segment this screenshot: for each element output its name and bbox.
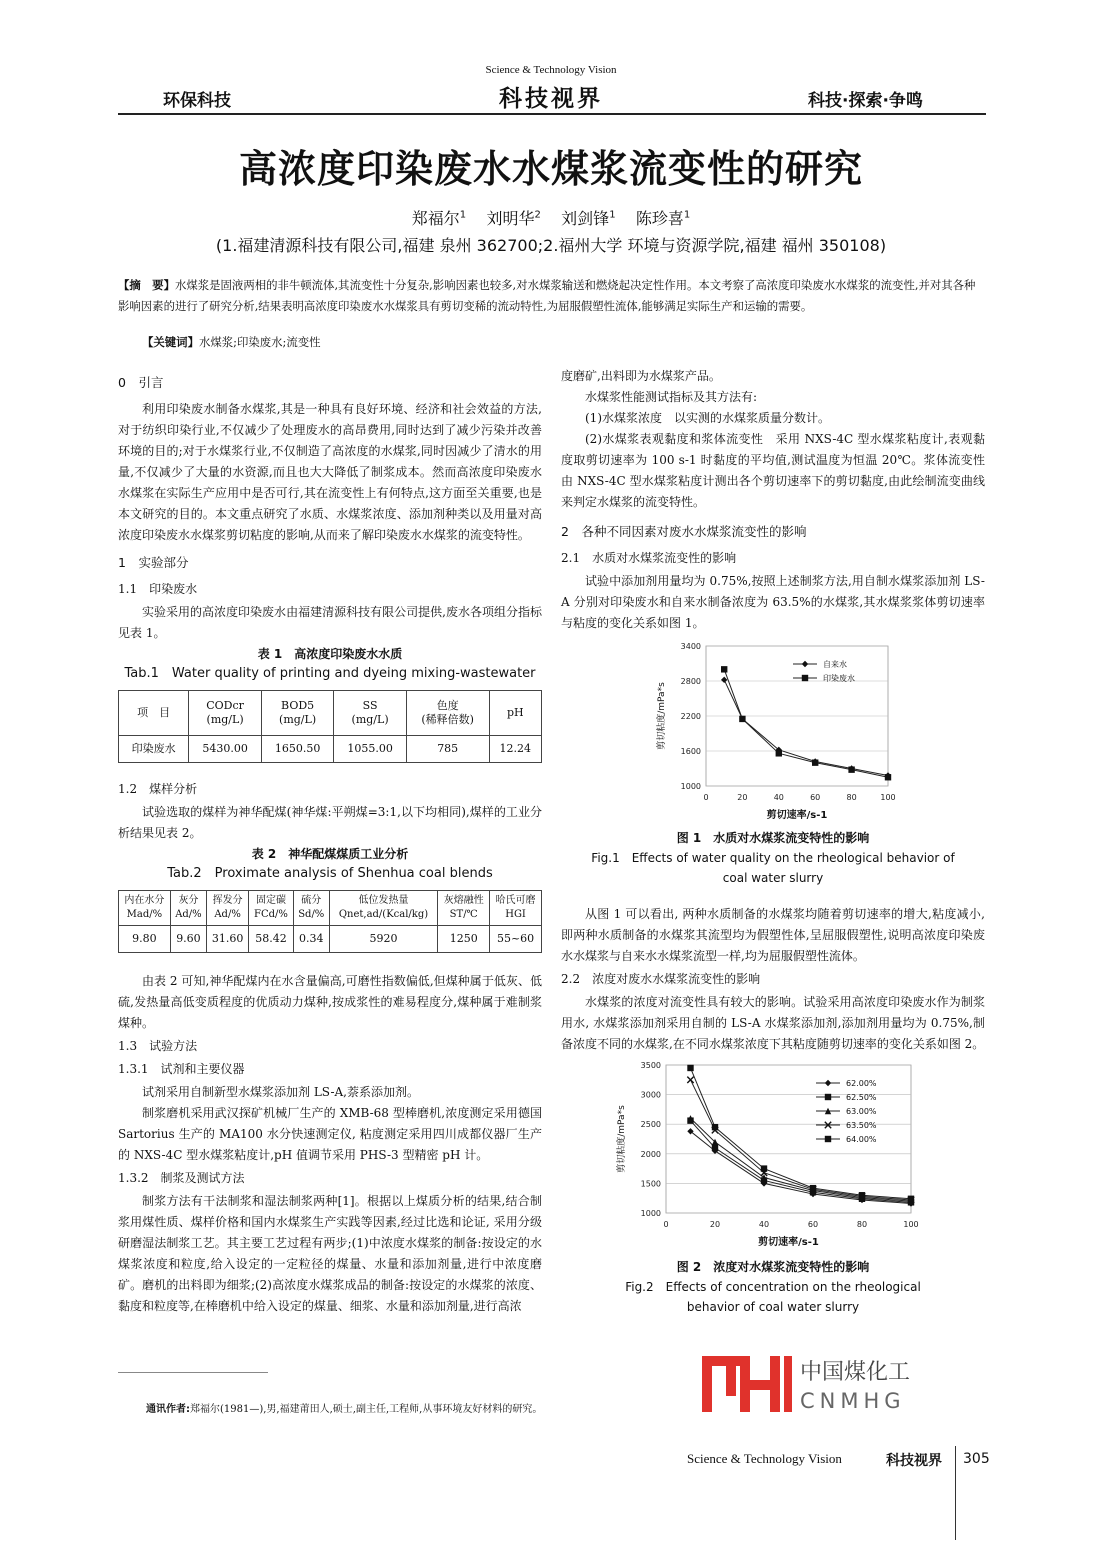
abstract-label: 【摘 要】 bbox=[118, 278, 175, 292]
abstract bbox=[118, 275, 984, 317]
series-line bbox=[691, 1131, 912, 1203]
cnmhg-logo bbox=[700, 1352, 910, 1416]
data-point bbox=[776, 750, 782, 756]
y-tick-label: 3000 bbox=[640, 1090, 661, 1100]
figure-caption-en: Fig.1 Effects of water quality on the rheological behavior of coal water slurry bbox=[591, 851, 955, 885]
table-cell: 9.60 bbox=[170, 926, 206, 953]
paragraph: (2)水煤浆表观黏度和浆体流变性 采用 NXS-4C 型水煤浆粘度计,表观黏度取剪切速率为 100 s-1 时黏度的平均值,测试温度为恒温 20℃。浆体流变性由 NXS-4C 型水煤浆粘度计测出各个剪切速率下的剪切黏度,由此绘制流变曲线来判定水煤浆的流变特性。 bbox=[561, 432, 985, 509]
keywords-label: 【关键词】 bbox=[142, 335, 199, 349]
subsection-heading: 1.3 试验方法 bbox=[118, 1039, 198, 1053]
series-line bbox=[724, 669, 888, 777]
data-point bbox=[810, 1185, 816, 1191]
author-sup: 1 bbox=[459, 209, 467, 221]
paragraph: 实验采用的高浓度印染废水由福建清源科技有限公司提供,废水各项组分指标见表 1。 bbox=[118, 605, 542, 640]
table-cell: 1250 bbox=[438, 926, 490, 953]
y-tick-label: 1600 bbox=[680, 747, 701, 756]
table-header-cell: 硫分 Sd/% bbox=[293, 891, 329, 926]
header-rule bbox=[118, 113, 986, 115]
table-cell: 印染废水 bbox=[119, 736, 189, 763]
subsection-heading: 2.1 水质对水煤浆流变性的影响 bbox=[561, 551, 737, 565]
paragraph: 利用印染废水制备水煤浆,其是一种具有良好环境、经济和社会效益的方法,对于纺织印染行业,不仅减少了处理废水的高昂费用,同时达到了减少污染并改善环境的目的;对于水煤浆行业,不仅制造了高浓度的水煤浆,同时因减少了清水的用量,不仅减少了大量的水资源,而且也大大降低了制浆成本。然而高浓度印染废水水煤浆在实际生产应用中是否可行,其在流变性上有何特点,这方面至关重要,也是本文研究的目的。本文重点研究了水质、水煤浆浓度、添加剂种类以及用量对高浓度印染废水水煤浆剪切粘度的影响,从而来了解印染废水水煤浆的流变特性。 bbox=[118, 402, 542, 542]
table-caption-en: Tab.1 Water quality of printing and dyeing mixing-wastewater bbox=[124, 666, 536, 681]
corr-label: 通讯作者: bbox=[146, 1404, 190, 1415]
table-cell: 55~60 bbox=[490, 926, 542, 953]
data-point bbox=[908, 1196, 914, 1202]
y-axis-label: 剪切粘度/mPa*s bbox=[617, 1105, 627, 1173]
footer-divider bbox=[955, 1446, 956, 1540]
series-3 bbox=[687, 1077, 914, 1204]
subsection-heading: 1.3.2 制浆及测试方法 bbox=[118, 1171, 245, 1185]
data-point bbox=[712, 1145, 718, 1151]
data-point bbox=[721, 666, 727, 672]
affiliation: (1.福建清源科技有限公司,福建 泉州 362700;2.福州大学 环境与资源学院,福建 福州 350108) bbox=[215, 236, 887, 255]
series-1 bbox=[687, 1117, 914, 1205]
page-number: 305 bbox=[963, 1451, 990, 1467]
series-line bbox=[691, 1080, 912, 1200]
author-sup: 1 bbox=[609, 209, 616, 221]
data-point bbox=[687, 1065, 693, 1071]
legend-marker bbox=[825, 1080, 831, 1086]
table-header-cell: SS (mg/L) bbox=[334, 691, 407, 736]
x-tick-label: 20 bbox=[709, 1220, 721, 1229]
y-axis-label: 剪切粘度/mPa*s bbox=[657, 682, 667, 750]
section-heading: 0 引言 bbox=[118, 375, 164, 390]
keywords bbox=[118, 332, 984, 352]
table-header-cell: 哈氏可磨 HGI bbox=[490, 891, 542, 926]
x-tick-label: 80 bbox=[846, 793, 857, 802]
corresponding-author bbox=[146, 1400, 542, 1415]
series-1 bbox=[721, 666, 891, 780]
table-header-cell: 灰分 Ad/% bbox=[170, 891, 206, 926]
table-cell: 5430.00 bbox=[189, 736, 262, 763]
paper-title: 高浓度印染废水水煤浆流变性的研究 bbox=[238, 146, 863, 191]
data-point bbox=[812, 759, 818, 765]
table-caption-cn: 表 1 高浓度印染废水水质 bbox=[257, 647, 403, 661]
paragraph: 制浆磨机采用武汉探矿机械厂生产的 XMB-68 型棒磨机,浓度测定采用德国 Sartorius 生产的 MA100 水分快速测定仪, 粘度测定采用四川成都仪器厂生产的 NXS-4C 型水煤浆粘度计,pH 值调节采用 PHS-3 型精密 pH 计。 bbox=[118, 1106, 542, 1162]
table-cell: 58.42 bbox=[249, 926, 294, 953]
paragraph: 从图 1 可以看出, 两种水质制备的水煤浆均随着剪切速率的增大,粘度减小,即两种水质制备的水煤浆其流型均为假塑性体,呈屈服假塑性,说明高浓度印染废水水煤浆与自来水水煤浆流型一样,均为屈服假塑性流体。 bbox=[561, 907, 985, 963]
legend-label: 63.50% bbox=[846, 1121, 877, 1130]
y-tick-label: 3500 bbox=[640, 1061, 661, 1070]
legend-label: 63.00% bbox=[846, 1107, 877, 1116]
x-axis-label: 剪切速率/s-1 bbox=[766, 810, 828, 821]
data-point bbox=[761, 1165, 767, 1171]
paragraph: 制浆方法有干法制浆和湿法制浆两种[1]。根据以上煤质分析的结果,结合制浆用煤性质、煤样价格和国内水煤浆生产实践等因素,经过比选和论证, 采用分级研磨湿法制浆工艺。其主要工艺过程有两步;(1)中浓度水煤浆的制备:按设定的水煤浆浓度和粒度,给入设定的一定粒径的煤量、水量和添加剂量,进行中浓度磨矿。磨机的出料即为细浆;(2)高浓度水煤浆成品的制备:按设定的水煤浆的浓度、黏度和粒度等,在棒磨机中给入设定的煤量、细浆、水量和添加剂量,进行高浓 bbox=[118, 1194, 542, 1313]
table-cell: 9.80 bbox=[119, 926, 171, 953]
data-point bbox=[848, 766, 854, 772]
y-tick-label: 2800 bbox=[680, 677, 701, 686]
table-cell: 31.60 bbox=[207, 926, 249, 953]
logo-text-cn: 中国煤化工 bbox=[800, 1360, 910, 1385]
x-axis-label: 剪切速率/s-1 bbox=[758, 1237, 819, 1248]
legend-label: 62.50% bbox=[846, 1093, 877, 1102]
table-1 bbox=[118, 690, 542, 763]
paragraph: 由表 2 可知,神华配煤内在水含量偏高,可磨性指数偏低,但煤种属于低灰、低硫,发热量高低变质程度的优质动力煤种,按成浆性的难易程度分,煤种属于难制浆煤种。 bbox=[118, 974, 542, 1030]
author-name: 刘明华 bbox=[486, 209, 535, 228]
table-header-cell: BOD5 (mg/L) bbox=[261, 691, 334, 736]
figure-caption-cn: 图 2 浓度对水煤浆流变特性的影响 bbox=[676, 1260, 870, 1274]
author-sup: 1 bbox=[683, 209, 691, 221]
x-tick-label: 100 bbox=[903, 1220, 919, 1229]
y-tick-label: 1500 bbox=[640, 1179, 661, 1189]
subsection-heading: 1.2 煤样分析 bbox=[118, 782, 198, 796]
series-4 bbox=[687, 1065, 914, 1202]
journal-name-en: Science & Technology Vision bbox=[485, 64, 617, 76]
keywords-text: 水煤浆;印染废水;流变性 bbox=[198, 335, 321, 349]
paragraph: 试验中添加剂用量均为 0.75%,按照上述制浆方法,用自制水煤浆添加剂 LS-A 分别对印染废水和自来水制备浓度为 63.5%的水煤浆,其水煤浆浆体剪切速率与粘度的变化关系如图 1。 bbox=[561, 574, 985, 630]
left-column bbox=[118, 366, 542, 1317]
author-name: 刘剑锋 bbox=[561, 209, 610, 228]
x-tick-label: 40 bbox=[758, 1220, 770, 1229]
authors bbox=[0, 206, 1102, 229]
subsection-heading: 2.2 浓度对废水水煤浆流变性的影响 bbox=[561, 972, 761, 986]
table-cell: 785 bbox=[406, 736, 489, 763]
y-tick-label: 2000 bbox=[640, 1149, 661, 1159]
table-header-cell: 低位发热量 Qnet,ad/(Kcal/kg) bbox=[329, 891, 438, 926]
right-column bbox=[561, 366, 985, 1317]
paragraph: 度磨矿,出料即为水煤浆产品。 bbox=[561, 369, 721, 383]
footer-journal-en: Science & Technology Vision bbox=[687, 1451, 842, 1466]
x-tick-label: 0 bbox=[703, 793, 709, 802]
data-point bbox=[712, 1124, 718, 1130]
x-tick-label: 0 bbox=[663, 1220, 669, 1229]
legend-label: 印染废水 bbox=[823, 674, 855, 683]
y-tick-label: 2200 bbox=[680, 712, 701, 721]
data-point bbox=[739, 716, 745, 722]
author-sup: 2 bbox=[534, 209, 541, 221]
x-tick-label: 60 bbox=[810, 793, 821, 802]
table-header-cell: CODcr (mg/L) bbox=[189, 691, 262, 736]
section-left: 环保科技 bbox=[163, 91, 231, 111]
series-0 bbox=[721, 677, 891, 779]
table-caption-cn: 表 2 神华配煤煤质工业分析 bbox=[251, 847, 409, 861]
table-2 bbox=[118, 890, 542, 953]
data-point bbox=[859, 1192, 865, 1198]
subsection-heading: 1.3.1 试剂和主要仪器 bbox=[118, 1062, 245, 1076]
table-cell: 5920 bbox=[329, 926, 438, 953]
subsection-heading: 1.1 印染废水 bbox=[118, 582, 198, 596]
table-header-cell: 灰熔融性 ST/℃ bbox=[438, 891, 490, 926]
legend-marker bbox=[825, 1136, 831, 1142]
logo-mark bbox=[702, 1356, 792, 1412]
x-tick-label: 80 bbox=[856, 1220, 868, 1229]
legend-marker bbox=[802, 675, 808, 681]
x-tick-label: 60 bbox=[807, 1220, 819, 1229]
series-line bbox=[691, 1068, 912, 1199]
table-header-cell: 挥发分 Ad/% bbox=[207, 891, 249, 926]
section-right: 科技·探索·争鸣 bbox=[808, 91, 923, 111]
paragraph: 试剂采用自制新型水煤浆添加剂 LS-A,萘系添加剂。 bbox=[142, 1085, 419, 1099]
table-header-cell: 色度 (稀释倍数) bbox=[406, 691, 489, 736]
table-header-cell: 项 目 bbox=[119, 691, 189, 736]
data-point bbox=[687, 1077, 693, 1083]
series-0 bbox=[687, 1128, 914, 1207]
series-line bbox=[691, 1121, 912, 1203]
x-tick-label: 100 bbox=[880, 793, 896, 802]
legend-marker bbox=[825, 1094, 831, 1100]
y-tick-label: 2500 bbox=[640, 1120, 661, 1130]
author-name: 陈珍喜 bbox=[635, 209, 684, 228]
table-cell: 12.24 bbox=[489, 736, 541, 763]
figure-2-chart bbox=[561, 1057, 985, 1257]
legend-label: 自来水 bbox=[823, 660, 847, 669]
y-tick-label: 1000 bbox=[680, 782, 701, 791]
table-cell: 1055.00 bbox=[334, 736, 407, 763]
series-line bbox=[724, 680, 888, 776]
author-name: 郑福尔 bbox=[411, 209, 460, 228]
footnote-rule bbox=[118, 1372, 268, 1373]
footer-journal-cn: 科技视界 bbox=[886, 1453, 942, 1469]
x-tick-label: 20 bbox=[737, 793, 748, 802]
legend-marker bbox=[802, 661, 808, 667]
table-header-cell: 内在水分 Mad/% bbox=[119, 891, 171, 926]
corr-text: 郑福尔(1981—),男,福建莆田人,硕士,副主任,工程师,从事环境友好材料的研究。 bbox=[190, 1404, 543, 1415]
legend-label: 62.00% bbox=[846, 1079, 877, 1088]
paragraph: 水煤浆的浓度对流变性具有较大的影响。试验采用高浓度印染废水作为制浆用水, 水煤浆添加剂采用自制的 LS-A 水煤浆添加剂,添加剂用量均为 0.75%,制备浓度不同的水煤浆,在不同水煤浆浓度下其粘度随剪切速率的变化关系如图 2。 bbox=[561, 995, 985, 1051]
table-header-cell: pH bbox=[489, 691, 541, 736]
paragraph: 试验选取的煤样为神华配煤(神华煤:平朔煤=3:1,以下均相同),煤样的工业分析结果见表 2。 bbox=[118, 805, 542, 840]
y-tick-label: 1000 bbox=[640, 1209, 661, 1218]
table-header-cell: 固定碳 FCd/% bbox=[249, 891, 294, 926]
paragraph: (1)水煤浆浓度 以实测的水煤浆质量分数计。 bbox=[585, 411, 830, 425]
figure-1-chart bbox=[561, 638, 985, 828]
journal-name-cn: 科技视界 bbox=[499, 86, 603, 112]
table-cell: 0.34 bbox=[293, 926, 329, 953]
figure-caption-cn: 图 1 水质对水煤浆流变特性的影响 bbox=[676, 831, 870, 845]
table-caption-en: Tab.2 Proximate analysis of Shenhua coal blends bbox=[167, 866, 493, 881]
y-tick-label: 3400 bbox=[680, 642, 701, 651]
abstract-text: 水煤浆是固液两相的非牛顿流体,其流变性十分复杂,影响因素也较多,对水煤浆输送和燃烧起决定性作用。本文考察了高浓度印染废水水煤浆的流变性,并对其各种影响因素的进行了研究分析,结果表明高浓度印染废水水煤浆具有剪切变稀的流动特性,为屈服假塑性流体,能够满足实际生产和运输的需要。 bbox=[118, 278, 976, 313]
data-point bbox=[885, 774, 891, 780]
data-point bbox=[721, 677, 727, 683]
table-cell: 1650.50 bbox=[261, 736, 334, 763]
figure-caption-en: Fig.2 Effects of concentration on the rheological behavior of coal water slurry bbox=[625, 1280, 921, 1314]
paragraph: 水煤浆性能测试指标及其方法有: bbox=[585, 390, 758, 404]
x-tick-label: 40 bbox=[773, 793, 784, 802]
logo-text-en: CNMHG bbox=[800, 1389, 906, 1413]
legend-label: 64.00% bbox=[846, 1135, 877, 1144]
section-heading: 1 实验部分 bbox=[118, 555, 189, 570]
section-heading: 2 各种不同因素对废水水煤浆流变性的影响 bbox=[561, 524, 807, 539]
series-line bbox=[691, 1118, 912, 1201]
